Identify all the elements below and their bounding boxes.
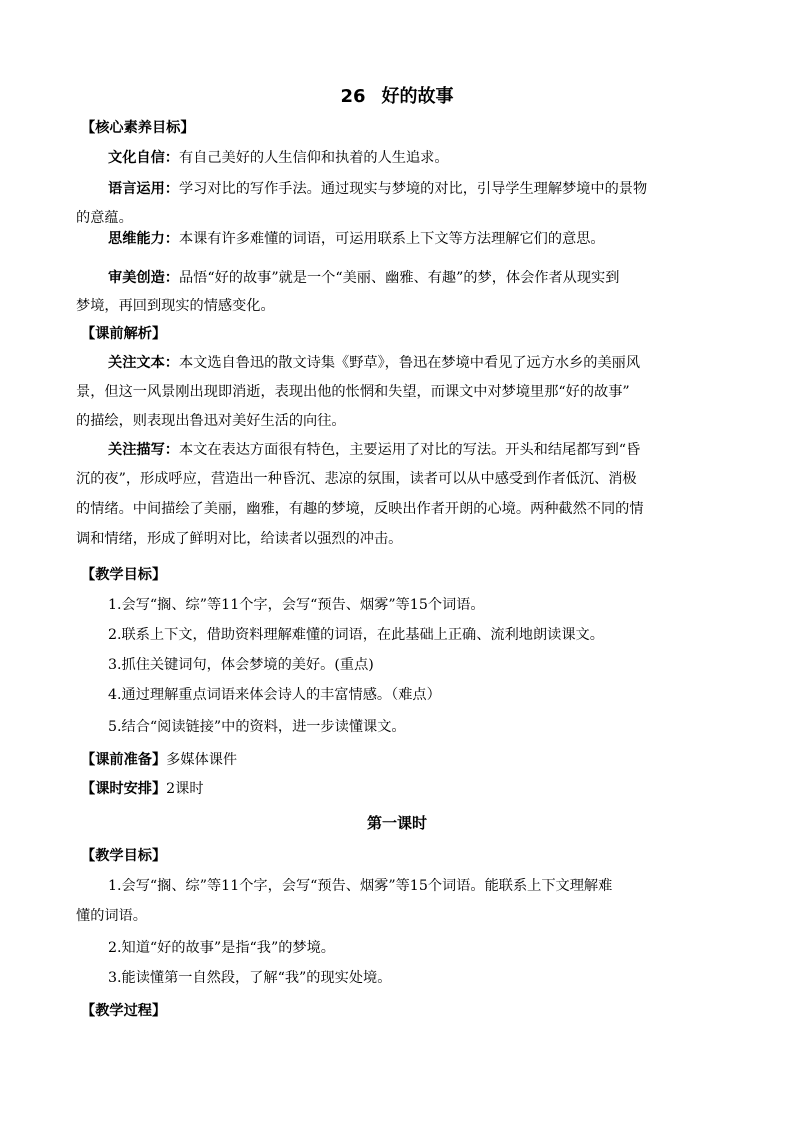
heading-teaching-goals: 【教学目标】: [81, 567, 167, 583]
analysis-text-cont: 景，但这一风景刚出现即消逝，表现出他的怅惘和失望，而课文中对梦境里那“好的故事”: [76, 384, 630, 400]
core-item-label: 语言运用：: [108, 181, 179, 197]
goal-item: 1.会写“搁、综”等11个字，会写“预告、烟雾”等15个词语。: [108, 597, 485, 613]
goal-item: 4.通过理解重点词语来体会诗人的丰富情感。（难点）: [108, 687, 441, 703]
goal-item: 5.结合“阅读链接”中的资料，进一步读懂课文。: [108, 719, 406, 735]
class-prep-text: 多媒体课件: [166, 752, 238, 768]
heading-teaching-process: 【教学过程】: [81, 1003, 167, 1019]
core-item-thinking: [108, 228, 605, 250]
analysis-label: 关注文本：: [108, 355, 179, 371]
heading-core-goals: 【核心素养目标】: [81, 120, 195, 136]
analysis-description-cont: 的情绪。中间描绘了美丽，幽雅，有趣的梦境，反映出作者开朗的心境。两种截然不同的情: [76, 501, 644, 517]
analysis-text: 本文选自鲁迅的散文诗集《野草》，鲁迅在梦境中看见了远方水乡的美丽风: [178, 355, 641, 371]
heading-lesson-goals: 【教学目标】: [81, 848, 167, 864]
lesson-goal-item: 3.能读懂第一自然段，了解“我”的现实处境。: [108, 970, 392, 986]
class-schedule-line: [81, 778, 204, 800]
lesson-goal-item: 2.知道“好的故事”是指“我”的梦境。: [108, 940, 335, 956]
core-item-language: [108, 178, 647, 200]
core-item-label: 审美创造：: [108, 270, 179, 286]
heading-class-prep: 【课前准备】: [81, 752, 167, 768]
analysis-description-focus: [108, 439, 640, 461]
lesson-goal-item-cont: 懂的词语。: [76, 908, 147, 924]
goal-item: 3.抓住关键词句，体会梦境的美好。(重点): [108, 657, 374, 673]
lesson-one-title: 第一课时: [366, 814, 427, 832]
core-item-text: 有自己美好的人生信仰和执着的人生追求。: [178, 150, 449, 166]
analysis-description-cont: 调和情绪，形成了鲜明对比，给读者以强烈的冲击。: [76, 531, 403, 547]
lesson-goal-item: 1.会写“搁、综”等11个字，会写“预告、烟雾”等15个词语。能联系上下文理解难: [108, 878, 613, 894]
page-title: [0, 84, 794, 110]
heading-pre-analysis: 【课前解析】: [81, 326, 167, 342]
class-schedule-text: 2课时: [166, 781, 204, 797]
core-item-aesthetics: [108, 267, 619, 289]
analysis-description-cont: 沉的夜”，形成呼应，营造出一种昏沉、悲凉的氛围，读者可以从中感受到作者低沉、消极: [76, 471, 637, 487]
core-item-label: 思维能力：: [108, 231, 179, 247]
heading-class-schedule: 【课时安排】: [81, 781, 167, 797]
core-item-aesthetics-cont: 梦境，再回到现实的情感变化。: [76, 298, 275, 314]
core-item-culture: [108, 147, 449, 169]
analysis-text-focus: [108, 352, 640, 374]
title-number: 26: [340, 86, 366, 107]
core-item-text: 本课有许多难懂的词语，可运用联系上下文等方法理解它们的意思。: [178, 231, 605, 247]
goal-item: 2.联系上下文，借助资料理解难懂的词语，在此基础上正确、流利地朗读课文。: [108, 627, 604, 643]
core-item-label: 文化自信：: [108, 150, 179, 166]
core-item-text: 学习对比的写作手法。通过现实与梦境的对比，引导学生理解梦境中的景物: [178, 181, 648, 197]
core-item-text: 品悟“好的故事”就是一个“美丽、幽雅、有趣”的梦，体会作者从现实到: [178, 270, 620, 286]
analysis-text-cont: 的描绘，则表现出鲁迅对美好生活的向往。: [76, 413, 346, 429]
class-prep-line: [81, 749, 237, 771]
title-text: 好的故事: [381, 86, 454, 107]
analysis-text: 本文在表达方面很有特色，主要运用了对比的写法。开头和结尾都写到“昏: [178, 442, 641, 458]
analysis-label: 关注描写：: [108, 442, 179, 458]
core-item-language-cont: 的意蕴。: [76, 210, 133, 226]
